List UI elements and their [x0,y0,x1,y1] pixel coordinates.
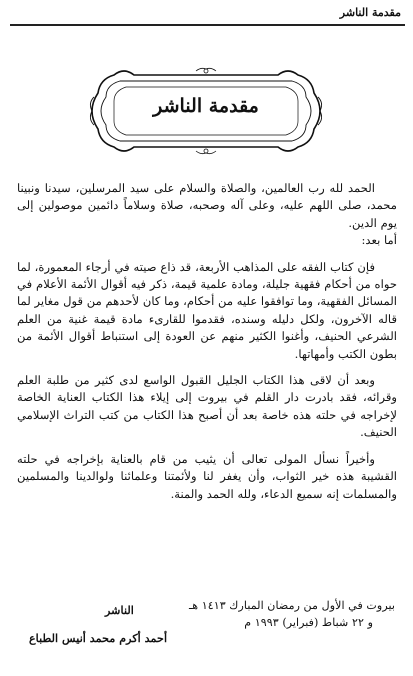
paragraph-publisher-care: وبعد أن لاقى هذا الكتاب الجليل القبول الواسع لدى كثير من طلبة العلم وقرائه، فقد بادرت دار القلم في بيروت إلى إيلاء هذا الكتاب العناية الخاصة لإخراجه في حلته هذه خاصة بعد أن أصبح هذا الكتاب من كتب التراث الإسلامي الحنيف. [17,373,397,440]
signature-label: الناشر [105,603,134,617]
title-ornament-frame [86,65,326,157]
page-title: مقدمة الناشر [153,95,259,117]
date-gregorian: و ٢٢ شباط (فبراير) ١٩٩٣ م [244,616,373,629]
paragraph-book-intro: فإن كتاب الفقه على المذاهب الأربعة، قد ذاع صيته في أرجاء المعمورة، لما حواه من أحكام فقهية جليلة، ومادة علمية قيمة، ذكر فيه أقوال الأئمة الأعلام في المسائل الفقهية، وما توافقوا عليه من أحكام، وما كان لأحدهم من قول مغاير لما قاله الآخرون، ولكل دليله وسنده، فقدموا للقارىء مادة قيمة غنية من العلم الشرعي الحنيف، وأغنوا الكثير منهم عن العودة إلى استنباط أقوال الأئمة من بطون الكتب وأمهاتها. [17,259,397,361]
body-text [17,180,397,503]
paragraph-opening: الحمد لله رب العالمين، والصلاة والسلام على سيد المرسلين، سيدنا ونبينا محمد، صلى اللهم عليه، وعلى آله وصحبه، صلاة وسلاماً دائمين موصولين إلى يوم الدين. [17,181,397,230]
date-hijri: بيروت في الأول من رمضان المبارك ١٤١٣ هـ [188,599,395,612]
signature-name: أحمد أكرم محمد أنيس الطباع [29,631,168,645]
running-header: مقدمة الناشر [339,6,401,19]
footer-block [19,597,395,645]
paragraph-amma-baad: أما بعد: [361,233,397,248]
paragraph-closing-prayer: وأخيراً نسأل المولى تعالى أن يثيب من قام بالعناية بإخراجه في حلته القشيبة هذه خير الثواب، وأن يغفر لنا ولأئمتنا وعلمائنا ولوالدينا والمسلمين والمسلمات إنه سميع الدعاء، ولله الحمد والمنة. [17,451,397,501]
header-rule [10,24,405,26]
